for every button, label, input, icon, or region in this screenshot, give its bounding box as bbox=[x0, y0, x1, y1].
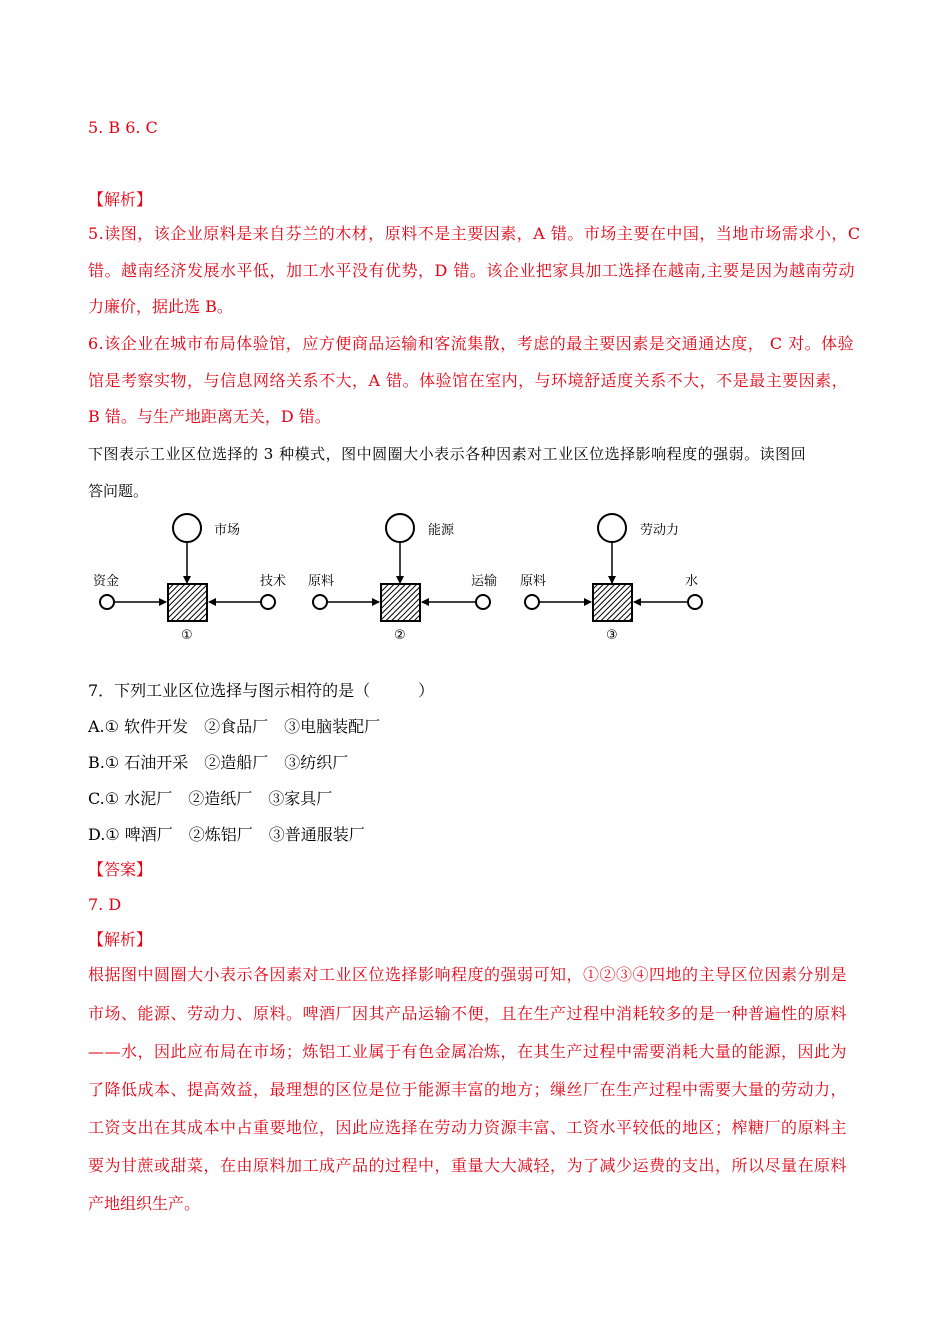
industrial-location-diagram bbox=[88, 505, 728, 650]
model-number: ③ bbox=[606, 628, 618, 643]
factory-box bbox=[593, 584, 632, 621]
jiexi-label: 【解析】 bbox=[88, 190, 153, 209]
factor-label-top: 劳动力 bbox=[640, 523, 680, 538]
jiexi-7-line-2: 市场、能源、劳动力、原料。啤酒厂因其产品运输不便，且在生产过程中消耗较多的是一种普遍性的原料 bbox=[88, 1004, 848, 1023]
question-7: 7．下列工业区位选择与图示相符的是（ ） bbox=[88, 681, 435, 700]
factor-circle-top bbox=[598, 514, 626, 542]
factor-circle-right bbox=[476, 595, 490, 609]
factor-label-right: 运输 bbox=[471, 574, 498, 589]
jiexi-6-line-3: B 错。与生产地距离无关，D 错。 bbox=[88, 407, 331, 426]
model-number: ② bbox=[394, 628, 406, 643]
factor-label-top: 能源 bbox=[428, 523, 455, 538]
model-3 bbox=[520, 514, 702, 643]
factor-label-right: 技术 bbox=[260, 574, 287, 589]
option-d: D.① 啤酒厂 ②炼铝厂 ③普通服装厂 bbox=[88, 825, 365, 844]
factor-circle-left bbox=[525, 595, 539, 609]
daan-label: 【答案】 bbox=[88, 860, 153, 879]
option-c: C.① 水泥厂 ②造纸厂 ③家具厂 bbox=[88, 789, 333, 808]
intro-line-2: 答问题。 bbox=[88, 482, 149, 500]
intro-line-1: 下图表示工业区位选择的 3 种模式，图中圆圈大小表示各种因素对工业区位选择影响程度的强弱。读图回 bbox=[88, 445, 807, 463]
answers-5-6: 5. B 6. C bbox=[88, 118, 158, 137]
jiexi-5-line-3: 力廉价，据此选 B。 bbox=[88, 297, 233, 316]
factor-label-left: 原料 bbox=[308, 574, 335, 589]
jiexi-7-line-5: 工资支出在其成本中占重要地位，因此应选择在劳动力资源丰富、工资水平较低的地区；榨糖厂的原料主 bbox=[88, 1118, 848, 1137]
factor-label-left: 原料 bbox=[520, 574, 547, 589]
factory-box bbox=[381, 584, 420, 621]
answer-7: 7. D bbox=[88, 895, 122, 914]
factor-circle-top bbox=[386, 514, 414, 542]
jiexi-7-line-4: 了降低成本、提高效益，最理想的区位是位于能源丰富的地方；缫丝厂在生产过程中需要大量的劳动力， bbox=[88, 1080, 848, 1099]
factor-circle-right bbox=[688, 595, 702, 609]
jiexi-label-2: 【解析】 bbox=[88, 930, 153, 949]
jiexi-6-line-1: 6.该企业在城市布局体验馆，应方便商品运输和客流集散，考虑的最主要因素是交通通达度， C 对。体验 bbox=[88, 334, 855, 353]
model-number: ① bbox=[181, 628, 193, 643]
option-b: B.① 石油开采 ②造船厂 ③纺织厂 bbox=[88, 753, 349, 772]
option-a: A.① 软件开发 ②食品厂 ③电脑装配厂 bbox=[88, 717, 381, 736]
factor-label-top: 市场 bbox=[214, 523, 241, 538]
jiexi-6-line-2: 馆是考察实物，与信息网络关系不大，A 错。体验馆在室内，与环境舒适度关系不大，不是最主要因素， bbox=[88, 371, 849, 390]
factor-circle-left bbox=[313, 595, 327, 609]
factor-label-right: 水 bbox=[685, 574, 699, 589]
factor-circle-left bbox=[100, 595, 114, 609]
model-2 bbox=[308, 514, 497, 643]
factor-circle-top bbox=[173, 514, 201, 542]
factor-label-left: 资金 bbox=[93, 574, 120, 589]
jiexi-5-line-1: 5.读图，该企业原料是来自芬兰的木材，原料不是主要因素，A 错。市场主要在中国，当地市场需求小，C bbox=[88, 224, 861, 243]
jiexi-5-line-2: 错。越南经济发展水平低，加工水平没有优势，D 错。该企业把家具加工选择在越南,主要是因为越南劳动 bbox=[88, 261, 856, 280]
jiexi-7-line-1: 根据图中圆圈大小表示各因素对工业区位选择影响程度的强弱可知，①②③④四地的主导区位因素分别是 bbox=[88, 965, 848, 984]
factory-box bbox=[168, 584, 207, 621]
jiexi-7-line-6: 要为甘蔗或甜菜，在由原料加工成产品的过程中，重量大大减轻，为了减少运费的支出，所以尽量在原料 bbox=[88, 1156, 848, 1175]
model-1 bbox=[93, 514, 286, 643]
jiexi-7-line-3: ——水，因此应布局在市场；炼铝工业属于有色金属冶炼，在其生产过程中需要消耗大量的能源，因此为 bbox=[88, 1042, 848, 1061]
jiexi-7-line-7: 产地组织生产。 bbox=[88, 1194, 201, 1213]
factor-circle-right bbox=[261, 595, 275, 609]
